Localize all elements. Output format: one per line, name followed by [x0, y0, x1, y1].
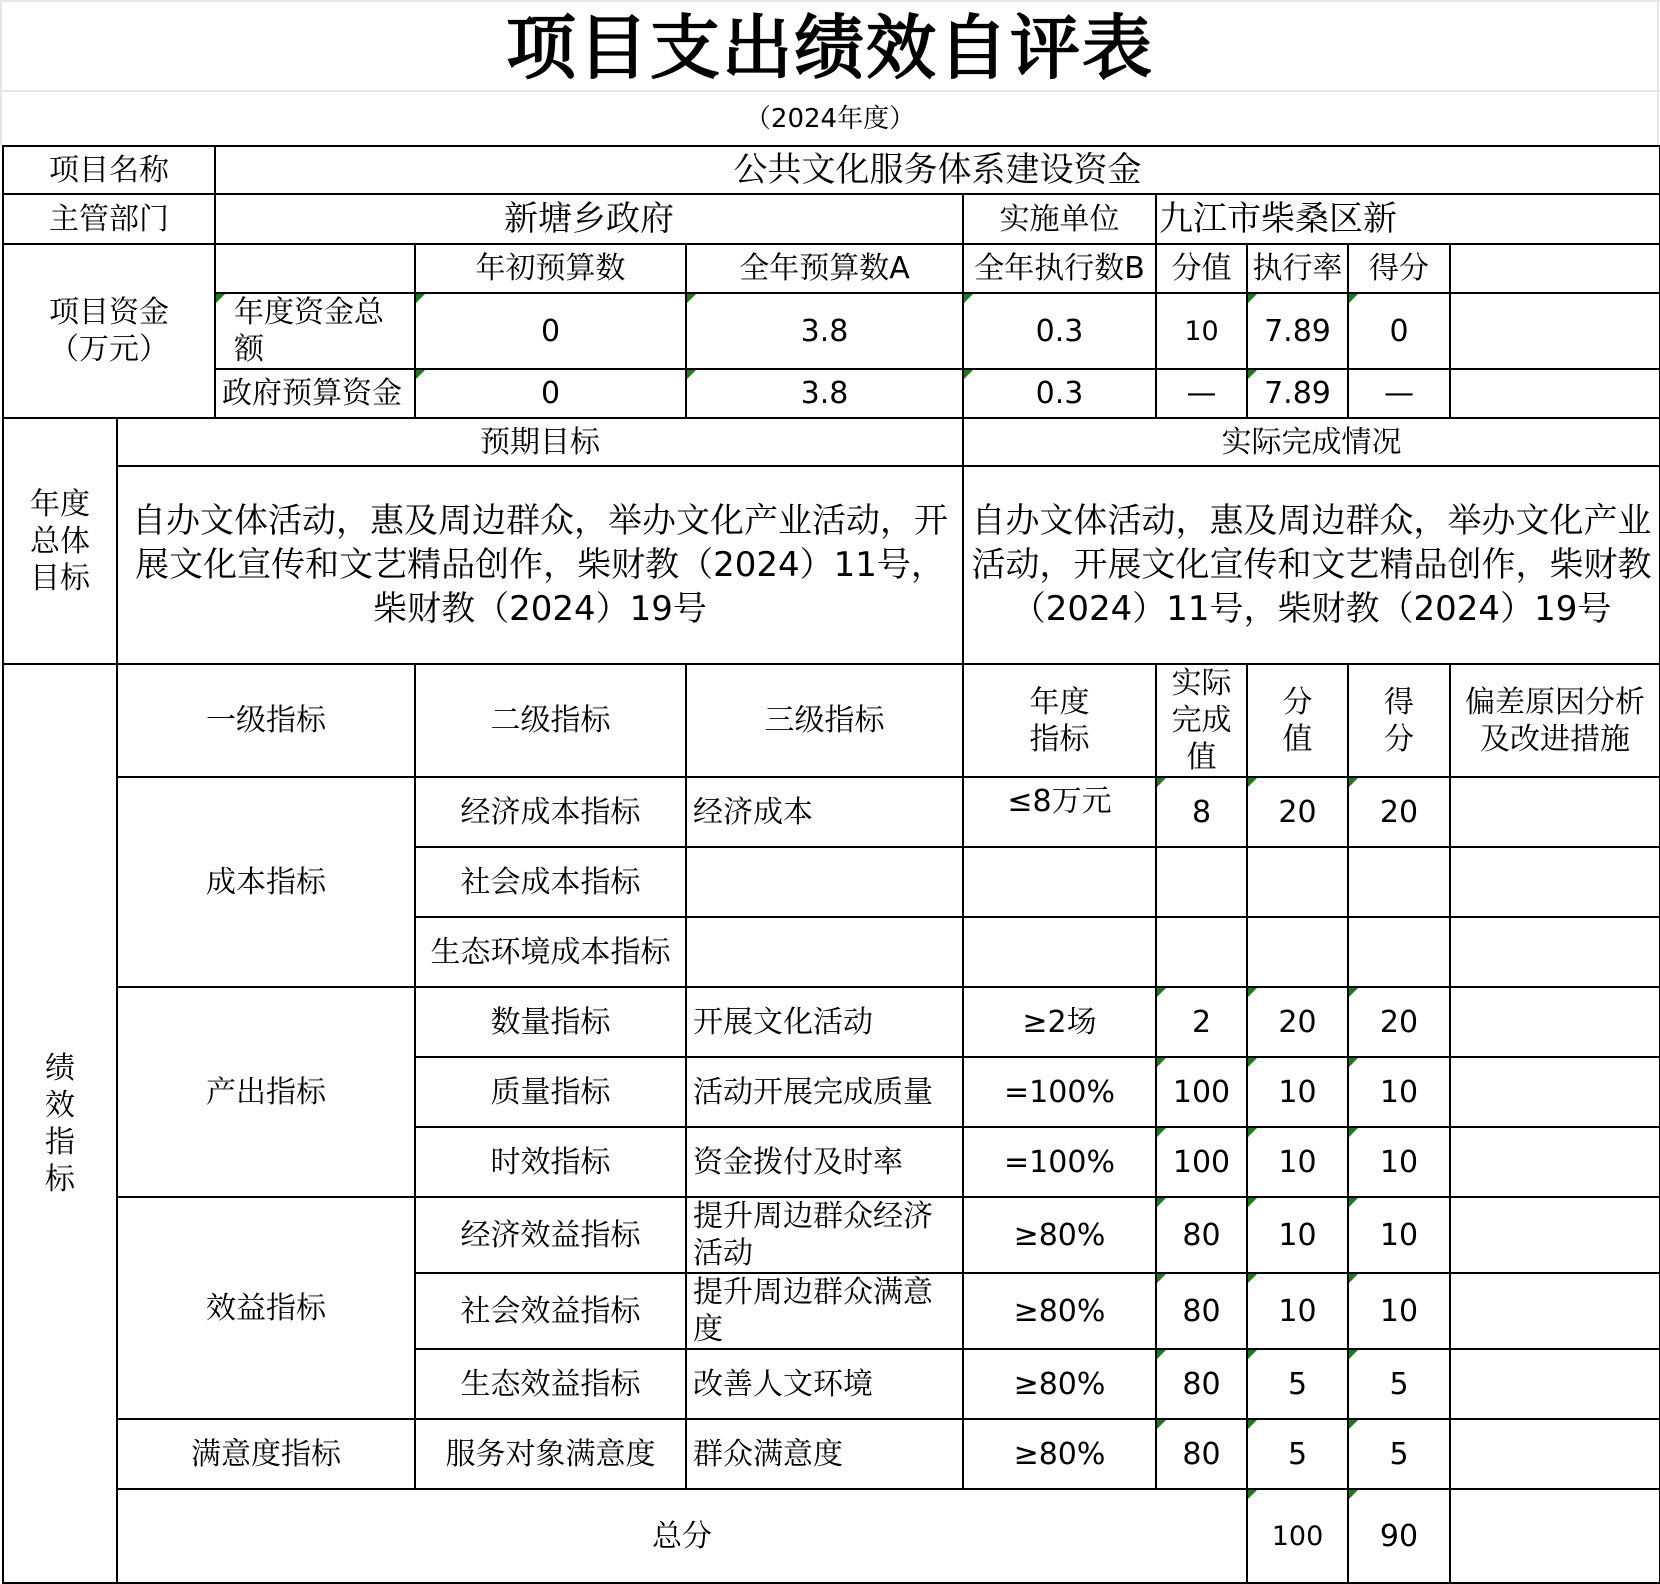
indicator-note	[1450, 1419, 1660, 1489]
indicator-actual: 80	[1156, 1419, 1247, 1489]
funds-header-executed: 全年执行数B	[963, 244, 1156, 293]
indicators-header-note: 偏差原因分析 及改进措施	[1450, 664, 1660, 777]
indicator-level3: 资金拨付及时率	[686, 1127, 963, 1197]
indicator-level2: 时效指标	[415, 1127, 686, 1197]
indicator-level1: 满意度指标	[117, 1419, 415, 1489]
dept-value: 新塘乡政府	[215, 194, 963, 244]
indicator-level3: 经济成本	[686, 777, 963, 847]
funds-row-rate: 7.89	[1247, 293, 1348, 369]
indicators-header-level2: 二级指标	[415, 664, 686, 777]
funds-row-weight: —	[1156, 369, 1247, 418]
indicator-score: 5	[1348, 1349, 1450, 1419]
funds-header-note	[1450, 244, 1660, 293]
indicator-target: ≥2场	[963, 987, 1156, 1057]
indicator-score: 10	[1348, 1127, 1450, 1197]
indicator-score	[1348, 917, 1450, 987]
funds-row-weight: 10	[1156, 293, 1247, 369]
indicator-level2: 数量指标	[415, 987, 686, 1057]
indicator-score: 5	[1348, 1419, 1450, 1489]
funds-header-rate: 执行率	[1247, 244, 1348, 293]
indicator-note	[1450, 1273, 1660, 1349]
page-subtitle: （2024年度）	[744, 104, 916, 134]
indicator-level2: 生态环境成本指标	[415, 917, 686, 987]
goals-actual-text: 自办文体活动，惠及周边群众，举办文化产业活动，开展文化宣传和文艺精品创作，柴财教（2024）11号，柴财教（2024）19号	[963, 466, 1660, 664]
indicator-weight	[1247, 917, 1348, 987]
indicator-actual	[1156, 917, 1247, 987]
sheet-gridline	[0, 90, 1660, 92]
indicator-score: 10	[1348, 1273, 1450, 1349]
funds-row-score: —	[1348, 369, 1450, 418]
indicator-target: =100%	[963, 1057, 1156, 1127]
funds-row-initial: 0	[415, 293, 686, 369]
indicator-target: =100%	[963, 1127, 1156, 1197]
project-name-label: 项目名称	[3, 146, 215, 194]
funds-row-name: 政府预算资金	[215, 369, 415, 418]
indicator-level3: 开展文化活动	[686, 987, 963, 1057]
indicators-header-level1: 一级指标	[117, 664, 415, 777]
indicator-note	[1450, 1349, 1660, 1419]
indicator-note	[1450, 1057, 1660, 1127]
indicator-level3: 活动开展完成质量	[686, 1057, 963, 1127]
indicator-weight: 10	[1247, 1057, 1348, 1127]
indicator-weight: 5	[1247, 1419, 1348, 1489]
indicator-score: 20	[1348, 777, 1450, 847]
indicator-level3: 提升周边群众满意度	[686, 1273, 963, 1349]
indicators-header-score: 得 分	[1348, 664, 1450, 777]
funds-header-blank	[215, 244, 415, 293]
indicators-header-actual: 实际 完成值	[1156, 664, 1247, 777]
unit-label: 实施单位	[963, 194, 1156, 244]
funds-row-annual: 3.8	[686, 369, 963, 418]
indicator-actual: 100	[1156, 1127, 1247, 1197]
funds-row-executed: 0.3	[963, 293, 1156, 369]
indicator-level2: 经济成本指标	[415, 777, 686, 847]
funds-row-annual: 3.8	[686, 293, 963, 369]
funds-row-initial: 0	[415, 369, 686, 418]
indicator-target	[963, 917, 1156, 987]
page-title: 项目支出绩效自评表	[506, 6, 1154, 89]
indicator-actual: 100	[1156, 1057, 1247, 1127]
goals-label: 年度 总体 目标	[3, 418, 117, 664]
indicators-header-level3: 三级指标	[686, 664, 963, 777]
indicator-actual: 8	[1156, 777, 1247, 847]
dept-label: 主管部门	[3, 194, 215, 244]
indicator-weight: 10	[1247, 1197, 1348, 1273]
project-name: 公共文化服务体系建设资金	[215, 146, 1660, 194]
indicator-target: ≥80%	[963, 1349, 1156, 1419]
indicator-target: ≤8万元	[963, 777, 1156, 847]
indicator-target: ≥80%	[963, 1419, 1156, 1489]
indicator-score	[1348, 847, 1450, 917]
indicator-note	[1450, 1127, 1660, 1197]
indicator-target: ≥80%	[963, 1197, 1156, 1273]
goals-expected-text: 自办文体活动，惠及周边群众，举办文化产业活动，开展文化宣传和文艺精品创作，柴财教（2024）11号，柴财教（2024）19号	[117, 466, 963, 664]
indicators-header-target: 年度 指标	[963, 664, 1156, 777]
indicator-actual	[1156, 847, 1247, 917]
funds-header-initial: 年初预算数	[415, 244, 686, 293]
total-weight: 100	[1247, 1489, 1348, 1583]
indicator-actual: 80	[1156, 1197, 1247, 1273]
indicator-weight: 20	[1247, 777, 1348, 847]
self-evaluation-table	[2, 145, 1660, 1584]
indicators-label: 绩 效 指 标	[3, 664, 117, 1583]
goals-expected-header: 预期目标	[117, 418, 963, 466]
funds-row-name: 年度资金总额	[215, 293, 415, 369]
indicator-level3	[686, 847, 963, 917]
goals-actual-header: 实际完成情况	[963, 418, 1660, 466]
indicator-note	[1450, 1197, 1660, 1273]
unit-value: 九江市柴桑区新	[1156, 194, 1660, 244]
indicator-level2: 社会效益指标	[415, 1273, 686, 1349]
indicator-level3: 改善人文环境	[686, 1349, 963, 1419]
indicator-level2: 社会成本指标	[415, 847, 686, 917]
funds-row-score: 0	[1348, 293, 1450, 369]
indicator-actual: 80	[1156, 1349, 1247, 1419]
indicator-score: 20	[1348, 987, 1450, 1057]
funds-header-weight: 分值	[1156, 244, 1247, 293]
indicator-level2: 质量指标	[415, 1057, 686, 1127]
indicator-target	[963, 847, 1156, 917]
funds-header-annual: 全年预算数A	[686, 244, 963, 293]
indicator-note	[1450, 777, 1660, 847]
indicator-target: ≥80%	[963, 1273, 1156, 1349]
indicator-level2: 生态效益指标	[415, 1349, 686, 1419]
indicator-weight: 10	[1247, 1273, 1348, 1349]
total-score: 90	[1348, 1489, 1450, 1583]
funds-label: 项目资金 （万元）	[3, 244, 215, 418]
indicator-weight: 20	[1247, 987, 1348, 1057]
indicator-note	[1450, 917, 1660, 987]
indicator-level1: 产出指标	[117, 987, 415, 1197]
funds-header-score: 得分	[1348, 244, 1450, 293]
indicator-level3	[686, 917, 963, 987]
indicator-weight: 10	[1247, 1127, 1348, 1197]
indicator-level1: 效益指标	[117, 1197, 415, 1419]
indicator-weight	[1247, 847, 1348, 917]
indicator-actual: 2	[1156, 987, 1247, 1057]
funds-row-note	[1450, 369, 1660, 418]
funds-row-executed: 0.3	[963, 369, 1156, 418]
indicator-actual: 80	[1156, 1273, 1247, 1349]
indicator-level3: 提升周边群众经济活动	[686, 1197, 963, 1273]
indicator-level3: 群众满意度	[686, 1419, 963, 1489]
indicator-score: 10	[1348, 1057, 1450, 1127]
indicator-note	[1450, 847, 1660, 917]
total-label: 总分	[117, 1489, 1247, 1583]
total-note	[1450, 1489, 1660, 1583]
indicator-level1: 成本指标	[117, 777, 415, 987]
indicators-header-weight: 分 值	[1247, 664, 1348, 777]
indicator-note	[1450, 987, 1660, 1057]
indicator-score: 10	[1348, 1197, 1450, 1273]
indicator-level2: 服务对象满意度	[415, 1419, 686, 1489]
funds-row-note	[1450, 293, 1660, 369]
funds-row-rate: 7.89	[1247, 369, 1348, 418]
indicator-weight: 5	[1247, 1349, 1348, 1419]
indicator-level2: 经济效益指标	[415, 1197, 686, 1273]
